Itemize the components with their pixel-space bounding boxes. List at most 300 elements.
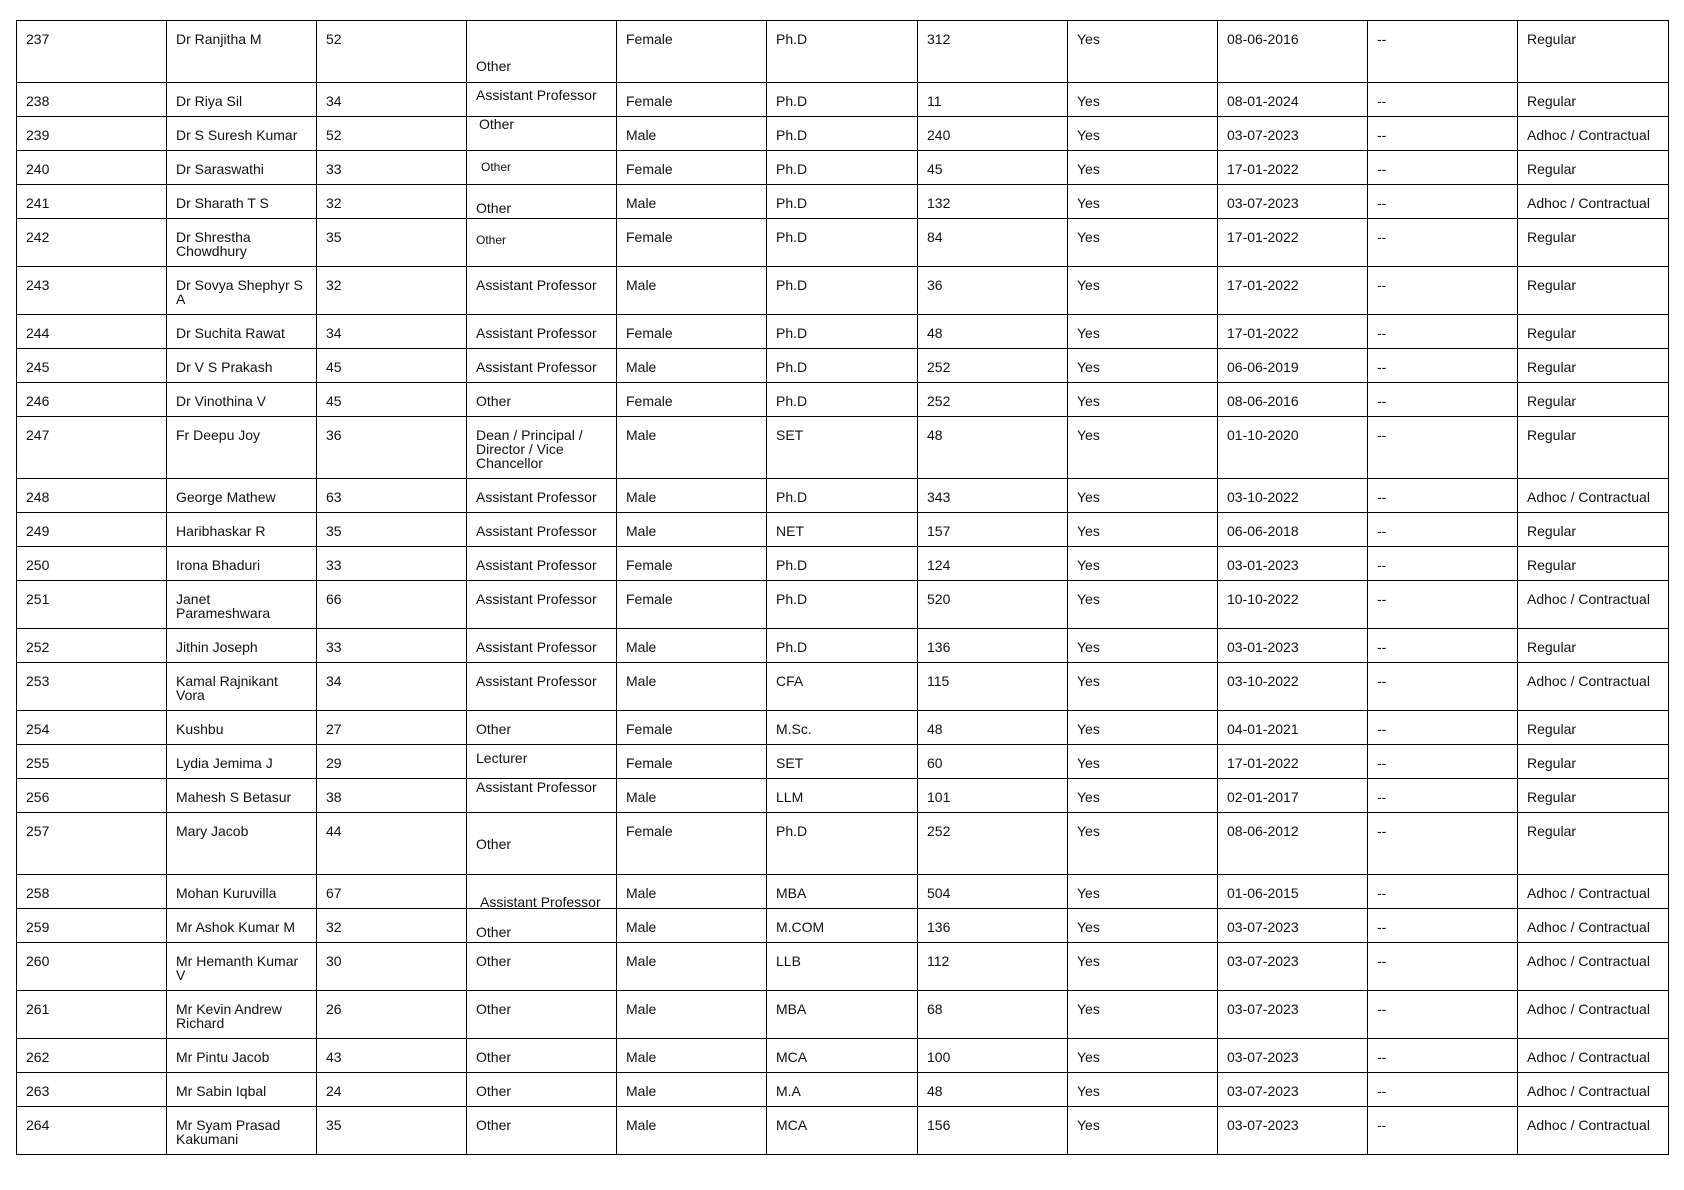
cell-joining-date: 08-01-2024	[1218, 83, 1368, 117]
cell-gender: Male	[617, 909, 767, 943]
cell-age: 63	[317, 479, 467, 513]
cell-gender: Male	[617, 875, 767, 909]
cell-leaving-date: --	[1368, 991, 1518, 1039]
cell-nature-of-appointment: Regular	[1518, 219, 1669, 267]
cell-experience: 504	[918, 875, 1068, 909]
cell-age: 44	[317, 813, 467, 875]
cell-qualification: SET	[767, 417, 918, 479]
cell-no: 237	[17, 21, 167, 83]
cell-leaving-date: --	[1368, 513, 1518, 547]
cell-qualification: Ph.D	[767, 349, 918, 383]
cell-nature-of-appointment: Regular	[1518, 629, 1669, 663]
cell-joining-date: 17-01-2022	[1218, 315, 1368, 349]
cell-nature-of-appointment: Adhoc / Contractual	[1518, 943, 1669, 991]
cell-name: Mr Hemanth Kumar V	[167, 943, 317, 991]
cell-qualification: Ph.D	[767, 813, 918, 875]
cell-name: Dr Shrestha Chowdhury	[167, 219, 317, 267]
cell-currently-working: Yes	[1068, 267, 1218, 315]
cell-age: 32	[317, 909, 467, 943]
cell-joining-date: 03-07-2023	[1218, 1107, 1368, 1155]
cell-nature-of-appointment: Adhoc / Contractual	[1518, 991, 1669, 1039]
cell-nature-of-appointment: Adhoc / Contractual	[1518, 1073, 1669, 1107]
faculty-table-body	[17, 21, 1669, 1155]
cell-designation	[467, 1039, 617, 1073]
cell-no: 245	[17, 349, 167, 383]
cell-nature-of-appointment: Regular	[1518, 711, 1669, 745]
designation-text: Other	[476, 953, 512, 969]
designation-text: Other	[476, 1001, 512, 1017]
table-row	[17, 581, 1669, 629]
cell-age: 35	[317, 219, 467, 267]
cell-gender: Male	[617, 663, 767, 711]
cell-experience: 45	[918, 151, 1068, 185]
cell-leaving-date: --	[1368, 663, 1518, 711]
cell-currently-working: Yes	[1068, 547, 1218, 581]
cell-no: 243	[17, 267, 167, 315]
cell-qualification: Ph.D	[767, 83, 918, 117]
cell-nature-of-appointment: Adhoc / Contractual	[1518, 1107, 1669, 1155]
cell-name: Mr Sabin Iqbal	[167, 1073, 317, 1107]
cell-gender: Male	[617, 417, 767, 479]
cell-currently-working: Yes	[1068, 349, 1218, 383]
cell-name: Dr S Suresh Kumar	[167, 117, 317, 151]
cell-qualification: MCA	[767, 1039, 918, 1073]
cell-designation	[467, 943, 617, 991]
cell-no: 260	[17, 943, 167, 991]
cell-age: 35	[317, 1107, 467, 1155]
cell-experience: 100	[918, 1039, 1068, 1073]
cell-nature-of-appointment: Regular	[1518, 513, 1669, 547]
faculty-table	[16, 20, 1669, 1155]
cell-experience: 252	[918, 813, 1068, 875]
cell-designation	[467, 267, 617, 315]
designation-text: Other	[476, 1049, 512, 1065]
designation-text: Other	[476, 1083, 512, 1099]
cell-joining-date: 03-07-2023	[1218, 117, 1368, 151]
cell-age: 43	[317, 1039, 467, 1073]
cell-joining-date: 17-01-2022	[1218, 151, 1368, 185]
cell-joining-date: 10-10-2022	[1218, 581, 1368, 629]
cell-no: 247	[17, 417, 167, 479]
table-row	[17, 349, 1669, 383]
cell-gender: Female	[617, 21, 767, 83]
cell-joining-date: 01-06-2015	[1218, 875, 1368, 909]
cell-leaving-date: --	[1368, 479, 1518, 513]
table-row	[17, 117, 1669, 151]
cell-designation	[467, 1073, 617, 1107]
cell-experience: 124	[918, 547, 1068, 581]
cell-no: 259	[17, 909, 167, 943]
designation-text: Other	[479, 116, 515, 132]
cell-currently-working: Yes	[1068, 417, 1218, 479]
designation-text: Assistant Professor	[476, 591, 597, 607]
designation-text: Other	[476, 1117, 512, 1133]
cell-designation	[467, 349, 617, 383]
cell-age: 34	[317, 315, 467, 349]
cell-qualification: M.COM	[767, 909, 918, 943]
cell-age: 35	[317, 513, 467, 547]
cell-no: 241	[17, 185, 167, 219]
table-row	[17, 745, 1669, 779]
cell-gender: Female	[617, 151, 767, 185]
cell-joining-date: 17-01-2022	[1218, 219, 1368, 267]
cell-no: 239	[17, 117, 167, 151]
cell-qualification: Ph.D	[767, 117, 918, 151]
cell-nature-of-appointment: Regular	[1518, 383, 1669, 417]
cell-leaving-date: --	[1368, 875, 1518, 909]
table-row	[17, 547, 1669, 581]
cell-name: Dr Riya Sil	[167, 83, 317, 117]
cell-age: 38	[317, 779, 467, 813]
cell-currently-working: Yes	[1068, 479, 1218, 513]
cell-leaving-date: --	[1368, 349, 1518, 383]
cell-age: 32	[317, 185, 467, 219]
cell-qualification: MCA	[767, 1107, 918, 1155]
cell-name: Mr Pintu Jacob	[167, 1039, 317, 1073]
cell-age: 33	[317, 547, 467, 581]
cell-designation	[467, 417, 617, 479]
cell-experience: 48	[918, 711, 1068, 745]
cell-qualification: MBA	[767, 991, 918, 1039]
cell-name: Dr Sovya Shephyr S A	[167, 267, 317, 315]
cell-gender: Female	[617, 83, 767, 117]
cell-leaving-date: --	[1368, 813, 1518, 875]
cell-gender: Male	[617, 991, 767, 1039]
cell-leaving-date: --	[1368, 219, 1518, 267]
cell-age: 45	[317, 383, 467, 417]
cell-no: 258	[17, 875, 167, 909]
cell-currently-working: Yes	[1068, 745, 1218, 779]
cell-nature-of-appointment: Adhoc / Contractual	[1518, 117, 1669, 151]
cell-leaving-date: --	[1368, 547, 1518, 581]
designation-text: Assistant Professor	[480, 894, 601, 909]
table-row	[17, 943, 1669, 991]
cell-nature-of-appointment: Regular	[1518, 745, 1669, 779]
designation-text: Assistant Professor	[476, 639, 597, 655]
cell-designation	[467, 745, 617, 779]
cell-designation	[467, 83, 617, 117]
cell-name: Dr Sharath T S	[167, 185, 317, 219]
cell-nature-of-appointment: Adhoc / Contractual	[1518, 875, 1669, 909]
cell-joining-date: 03-07-2023	[1218, 185, 1368, 219]
cell-experience: 252	[918, 383, 1068, 417]
cell-name: Dr Saraswathi	[167, 151, 317, 185]
cell-currently-working: Yes	[1068, 117, 1218, 151]
cell-no: 248	[17, 479, 167, 513]
cell-name: George Mathew	[167, 479, 317, 513]
cell-joining-date: 06-06-2019	[1218, 349, 1368, 383]
cell-no: 251	[17, 581, 167, 629]
cell-qualification: M.Sc.	[767, 711, 918, 745]
cell-gender: Female	[617, 383, 767, 417]
cell-nature-of-appointment: Adhoc / Contractual	[1518, 909, 1669, 943]
cell-currently-working: Yes	[1068, 813, 1218, 875]
cell-no: 254	[17, 711, 167, 745]
cell-joining-date: 02-01-2017	[1218, 779, 1368, 813]
table-row	[17, 479, 1669, 513]
cell-experience: 240	[918, 117, 1068, 151]
cell-nature-of-appointment: Regular	[1518, 417, 1669, 479]
cell-age: 67	[317, 875, 467, 909]
cell-name: Dr Suchita Rawat	[167, 315, 317, 349]
designation-text: Other	[476, 836, 512, 852]
cell-gender: Male	[617, 1073, 767, 1107]
table-row	[17, 21, 1669, 83]
table-row	[17, 1107, 1669, 1155]
cell-age: 26	[317, 991, 467, 1039]
cell-leaving-date: --	[1368, 1107, 1518, 1155]
cell-qualification: Ph.D	[767, 219, 918, 267]
cell-currently-working: Yes	[1068, 629, 1218, 663]
cell-qualification: Ph.D	[767, 185, 918, 219]
cell-experience: 136	[918, 629, 1068, 663]
cell-designation	[467, 779, 617, 813]
table-row	[17, 991, 1669, 1039]
cell-age: 52	[317, 21, 467, 83]
table-row	[17, 779, 1669, 813]
designation-text: Other	[476, 393, 512, 409]
cell-qualification: Ph.D	[767, 21, 918, 83]
cell-gender: Male	[617, 349, 767, 383]
designation-text: Assistant Professor	[476, 779, 597, 795]
cell-qualification: Ph.D	[767, 629, 918, 663]
cell-nature-of-appointment: Adhoc / Contractual	[1518, 1039, 1669, 1073]
cell-qualification: Ph.D	[767, 383, 918, 417]
table-row	[17, 909, 1669, 943]
cell-designation	[467, 1107, 617, 1155]
designation-text: Assistant Professor	[476, 359, 597, 375]
cell-gender: Female	[617, 581, 767, 629]
cell-designation	[467, 909, 617, 943]
cell-currently-working: Yes	[1068, 991, 1218, 1039]
cell-qualification: Ph.D	[767, 151, 918, 185]
cell-qualification: NET	[767, 513, 918, 547]
cell-nature-of-appointment: Adhoc / Contractual	[1518, 479, 1669, 513]
cell-gender: Male	[617, 267, 767, 315]
cell-currently-working: Yes	[1068, 315, 1218, 349]
cell-age: 45	[317, 349, 467, 383]
cell-designation	[467, 513, 617, 547]
cell-name: Mr Ashok Kumar M	[167, 909, 317, 943]
cell-age: 33	[317, 151, 467, 185]
cell-experience: 343	[918, 479, 1068, 513]
cell-leaving-date: --	[1368, 711, 1518, 745]
cell-experience: 84	[918, 219, 1068, 267]
cell-age: 36	[317, 417, 467, 479]
cell-qualification: M.A	[767, 1073, 918, 1107]
cell-experience: 132	[918, 185, 1068, 219]
cell-experience: 312	[918, 21, 1068, 83]
designation-text: Other	[476, 721, 512, 737]
cell-currently-working: Yes	[1068, 21, 1218, 83]
cell-name: Kushbu	[167, 711, 317, 745]
cell-age: 30	[317, 943, 467, 991]
cell-currently-working: Yes	[1068, 875, 1218, 909]
designation-text: Other	[476, 200, 512, 216]
cell-leaving-date: --	[1368, 151, 1518, 185]
cell-designation	[467, 663, 617, 711]
table-row	[17, 417, 1669, 479]
cell-designation	[467, 21, 617, 83]
table-row	[17, 219, 1669, 267]
cell-designation	[467, 581, 617, 629]
cell-experience: 60	[918, 745, 1068, 779]
cell-qualification: Ph.D	[767, 267, 918, 315]
cell-nature-of-appointment: Regular	[1518, 813, 1669, 875]
designation-text: Assistant Professor	[476, 673, 597, 689]
cell-experience: 68	[918, 991, 1068, 1039]
cell-gender: Male	[617, 779, 767, 813]
cell-nature-of-appointment: Regular	[1518, 21, 1669, 83]
cell-name: Mr Kevin Andrew Richard	[167, 991, 317, 1039]
cell-leaving-date: --	[1368, 1039, 1518, 1073]
cell-gender: Male	[617, 117, 767, 151]
cell-nature-of-appointment: Regular	[1518, 547, 1669, 581]
cell-designation	[467, 629, 617, 663]
cell-age: 66	[317, 581, 467, 629]
cell-gender: Male	[617, 1107, 767, 1155]
cell-gender: Male	[617, 1039, 767, 1073]
cell-qualification: LLB	[767, 943, 918, 991]
cell-designation	[467, 479, 617, 513]
table-row	[17, 813, 1669, 875]
cell-designation	[467, 711, 617, 745]
table-row	[17, 185, 1669, 219]
cell-age: 32	[317, 267, 467, 315]
cell-name: Mohan Kuruvilla	[167, 875, 317, 909]
cell-no: 246	[17, 383, 167, 417]
cell-no: 257	[17, 813, 167, 875]
cell-age: 34	[317, 83, 467, 117]
cell-nature-of-appointment: Regular	[1518, 315, 1669, 349]
cell-currently-working: Yes	[1068, 909, 1218, 943]
cell-leaving-date: --	[1368, 267, 1518, 315]
cell-currently-working: Yes	[1068, 513, 1218, 547]
cell-joining-date: 08-06-2016	[1218, 383, 1368, 417]
cell-currently-working: Yes	[1068, 185, 1218, 219]
designation-text: Assistant Professor	[476, 325, 597, 341]
table-row	[17, 151, 1669, 185]
cell-qualification: CFA	[767, 663, 918, 711]
cell-joining-date: 03-07-2023	[1218, 1039, 1368, 1073]
cell-designation	[467, 547, 617, 581]
designation-text: Other	[476, 58, 512, 74]
cell-joining-date: 03-01-2023	[1218, 629, 1368, 663]
cell-name: Jithin Joseph	[167, 629, 317, 663]
cell-leaving-date: --	[1368, 383, 1518, 417]
cell-name: Mary Jacob	[167, 813, 317, 875]
cell-name: Fr Deepu Joy	[167, 417, 317, 479]
cell-joining-date: 17-01-2022	[1218, 267, 1368, 315]
table-row	[17, 83, 1669, 117]
cell-experience: 48	[918, 1073, 1068, 1107]
cell-designation	[467, 875, 617, 909]
cell-qualification: Ph.D	[767, 479, 918, 513]
cell-nature-of-appointment: Adhoc / Contractual	[1518, 663, 1669, 711]
table-row	[17, 875, 1669, 909]
cell-joining-date: 03-01-2023	[1218, 547, 1368, 581]
cell-qualification: SET	[767, 745, 918, 779]
cell-joining-date: 04-01-2021	[1218, 711, 1368, 745]
cell-designation	[467, 151, 617, 185]
designation-text: Assistant Professor	[476, 489, 597, 505]
cell-name: Dr V S Prakash	[167, 349, 317, 383]
cell-joining-date: 03-10-2022	[1218, 663, 1368, 711]
cell-leaving-date: --	[1368, 1073, 1518, 1107]
cell-name: Janet Parameshwara	[167, 581, 317, 629]
cell-gender: Female	[617, 711, 767, 745]
cell-designation	[467, 813, 617, 875]
cell-nature-of-appointment: Regular	[1518, 267, 1669, 315]
designation-text: Other	[476, 924, 512, 940]
cell-qualification: LLM	[767, 779, 918, 813]
cell-experience: 157	[918, 513, 1068, 547]
designation-text: Lecturer	[476, 750, 528, 766]
cell-experience: 520	[918, 581, 1068, 629]
cell-designation	[467, 219, 617, 267]
cell-age: 52	[317, 117, 467, 151]
table-row	[17, 315, 1669, 349]
cell-experience: 36	[918, 267, 1068, 315]
cell-currently-working: Yes	[1068, 219, 1218, 267]
cell-age: 34	[317, 663, 467, 711]
cell-nature-of-appointment: Adhoc / Contractual	[1518, 185, 1669, 219]
cell-no: 264	[17, 1107, 167, 1155]
table-row	[17, 267, 1669, 315]
cell-currently-working: Yes	[1068, 1039, 1218, 1073]
cell-name: Mr Syam Prasad Kakumani	[167, 1107, 317, 1155]
cell-qualification: Ph.D	[767, 315, 918, 349]
cell-designation	[467, 117, 617, 151]
cell-experience: 252	[918, 349, 1068, 383]
cell-leaving-date: --	[1368, 185, 1518, 219]
cell-joining-date: 03-07-2023	[1218, 1073, 1368, 1107]
cell-no: 263	[17, 1073, 167, 1107]
cell-name: Haribhaskar R	[167, 513, 317, 547]
cell-experience: 48	[918, 417, 1068, 479]
cell-qualification: Ph.D	[767, 547, 918, 581]
cell-designation	[467, 315, 617, 349]
cell-no: 240	[17, 151, 167, 185]
cell-experience: 115	[918, 663, 1068, 711]
cell-name: Lydia Jemima J	[167, 745, 317, 779]
cell-gender: Female	[617, 315, 767, 349]
cell-joining-date: 03-07-2023	[1218, 943, 1368, 991]
cell-currently-working: Yes	[1068, 779, 1218, 813]
table-row	[17, 1073, 1669, 1107]
cell-leaving-date: --	[1368, 779, 1518, 813]
cell-currently-working: Yes	[1068, 663, 1218, 711]
cell-no: 255	[17, 745, 167, 779]
cell-joining-date: 03-07-2023	[1218, 991, 1368, 1039]
cell-experience: 101	[918, 779, 1068, 813]
cell-gender: Male	[617, 479, 767, 513]
cell-age: 24	[317, 1073, 467, 1107]
table-row	[17, 629, 1669, 663]
cell-leaving-date: --	[1368, 417, 1518, 479]
cell-gender: Female	[617, 745, 767, 779]
cell-gender: Female	[617, 219, 767, 267]
cell-experience: 11	[918, 83, 1068, 117]
cell-designation	[467, 991, 617, 1039]
cell-currently-working: Yes	[1068, 151, 1218, 185]
table-row	[17, 1039, 1669, 1073]
cell-leaving-date: --	[1368, 629, 1518, 663]
cell-gender: Male	[617, 943, 767, 991]
table-row	[17, 513, 1669, 547]
cell-no: 244	[17, 315, 167, 349]
cell-gender: Male	[617, 513, 767, 547]
